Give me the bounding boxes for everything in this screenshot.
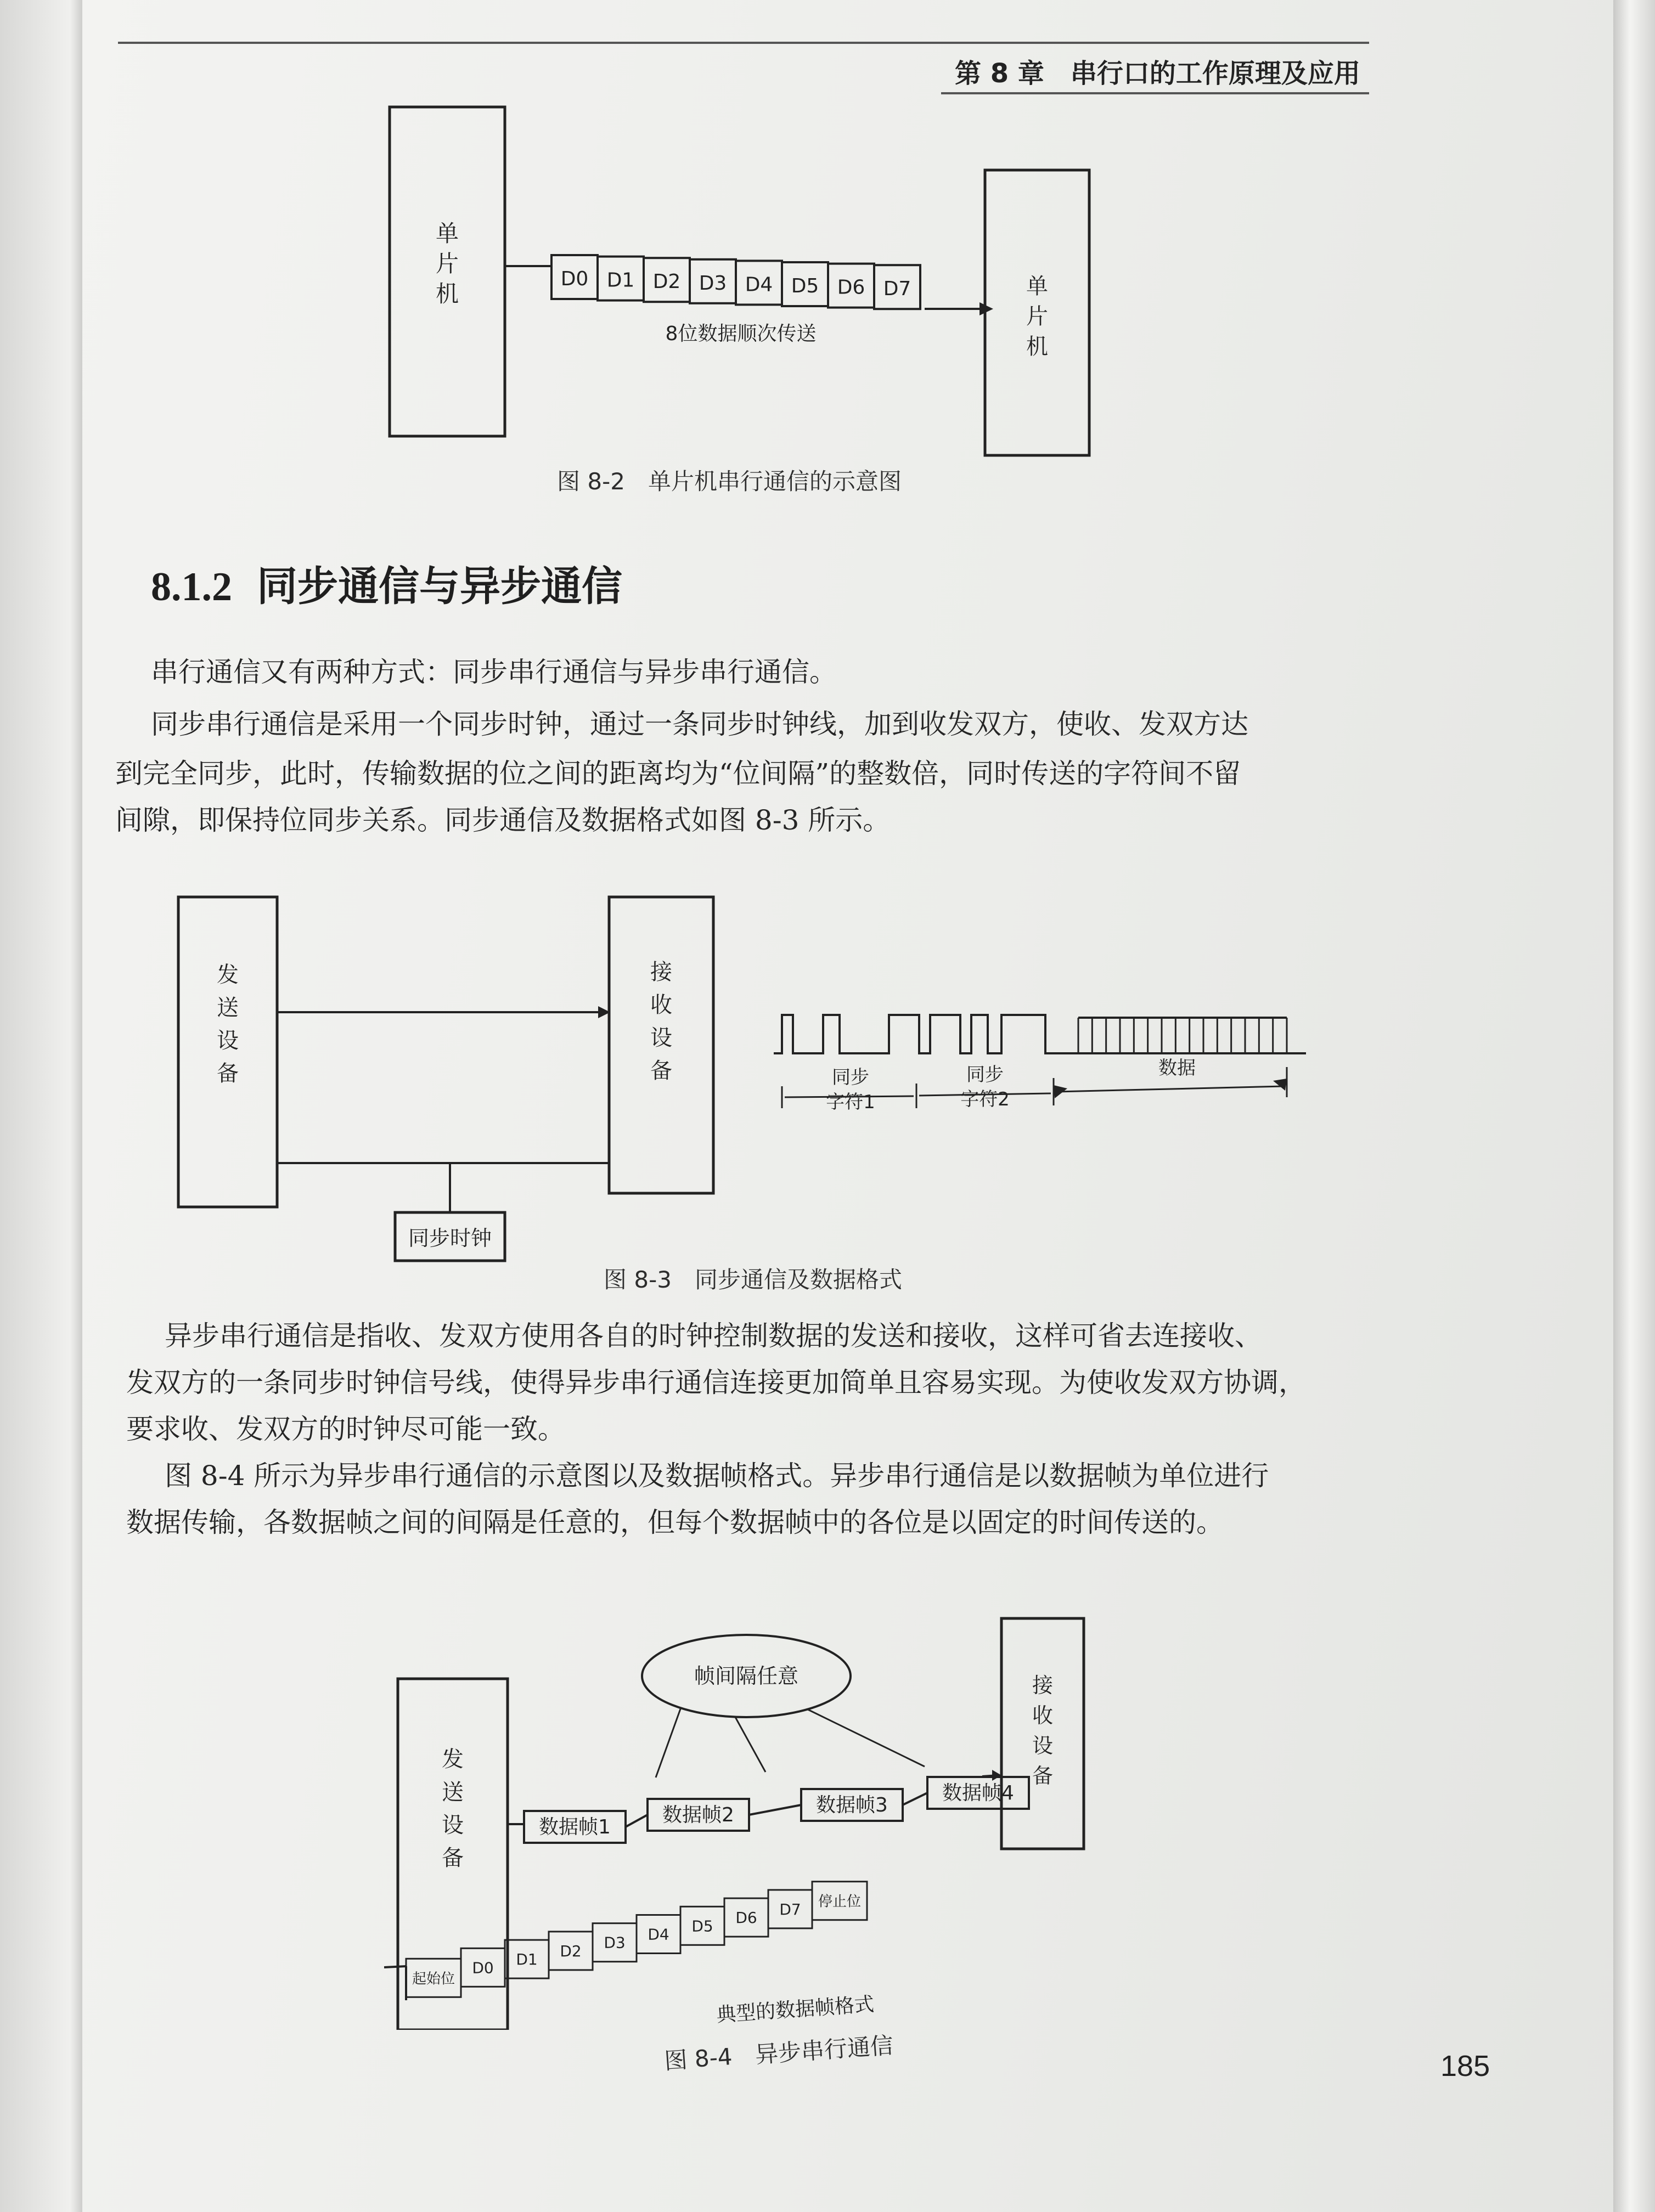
header-rule	[118, 42, 941, 44]
sync-char2-label-b: 字符2	[960, 1088, 1010, 1110]
receiver-label-3: 设	[1032, 1734, 1054, 1758]
receiver-label-1: 接	[650, 960, 672, 985]
section-number: 8.1.2	[151, 565, 232, 610]
data-label: 数据	[1158, 1057, 1196, 1079]
data-sequence-label: 8位数据顺次传送	[665, 323, 817, 345]
sender-label-2: 送	[217, 995, 239, 1020]
paragraph-line: 间隙，即保持位同步关系。同步通信及数据格式如图 8-3 所示。	[115, 804, 891, 836]
frame-gap-label: 帧间隔任意	[694, 1664, 799, 1688]
paragraph-line: 到完全同步，此时，传输数据的位之间的距离均为“位间隔”的整数倍，同时传送的字符间不留	[115, 758, 1241, 789]
sync-char2-label-a: 同步	[966, 1064, 1004, 1086]
figure-8-4	[384, 1602, 1097, 2030]
sync-char1-label-a: 同步	[832, 1066, 869, 1088]
paragraph-line: 异步串行通信是指收、发双方使用各自的时钟控制数据的发送和接收，这样可省去连接收、	[165, 1320, 1262, 1352]
right-page-edge	[1613, 0, 1655, 2212]
frame-bit-label: D0	[472, 1959, 494, 1977]
paragraph-line: 发双方的一条同步时钟信号线，使得异步串行通信连接更加简单且容易实现。为使收发双方协调，	[126, 1367, 1306, 1398]
sender-label-2: 送	[442, 1780, 464, 1805]
receiver-label-3: 设	[650, 1025, 672, 1051]
figure-8-2-caption: 图 8-2 单片机串行通信的示意图	[557, 468, 902, 495]
section-heading	[151, 554, 622, 612]
data-frame-label: 数据帧1	[539, 1816, 611, 1838]
frame-bit-label: D1	[516, 1950, 538, 1969]
paragraph-line: 要求收、发双方的时钟尽可能一致。	[126, 1413, 565, 1445]
data-frame-label: 数据帧3	[816, 1794, 888, 1816]
mcu-right-label-1: 单	[1026, 274, 1048, 299]
bit-label: D1	[606, 269, 635, 292]
bit-label: D4	[745, 273, 773, 296]
receiver-label-4: 备	[1032, 1764, 1054, 1788]
frame-bit-label: 停止位	[818, 1893, 862, 1910]
receiver-label-4: 备	[650, 1058, 672, 1084]
sync-char1-label-b: 字符1	[826, 1091, 875, 1113]
data-frame-label: 数据帧2	[662, 1804, 734, 1826]
mcu-left-label-2: 片	[435, 250, 459, 277]
mcu-left-label-1: 单	[435, 220, 459, 247]
frame-bit-label: D5	[691, 1917, 713, 1936]
frame-format-label: 典型的数据帧格式	[716, 1993, 875, 2027]
chapter-title: 第 8 章 串行口的工作原理及应用	[955, 58, 1360, 89]
left-page-edge	[0, 0, 88, 2212]
data-frame-label: 数据帧4	[942, 1782, 1014, 1804]
paragraph-line: 图 8-4 所示为异步串行通信的示意图以及数据帧格式。异步串行通信是以数据帧为单位进行	[165, 1460, 1269, 1492]
frame-format	[384, 1882, 867, 2000]
arrow-head-icon	[992, 1770, 1001, 1781]
sender-label-3: 设	[217, 1028, 239, 1053]
header-rule	[941, 42, 1369, 44]
bit-label: D0	[560, 268, 589, 290]
sender-label-4: 备	[217, 1061, 239, 1086]
frame-bit-label: D6	[735, 1909, 757, 1927]
frame-bit-label: D7	[779, 1900, 801, 1918]
receiver-label-1: 接	[1032, 1673, 1054, 1697]
sender-label-1: 发	[217, 962, 239, 988]
bit-label: D7	[883, 278, 911, 301]
paragraph-line: 同步串行通信是采用一个同步时钟，通过一条同步时钟线，加到收发双方，使收、发双方达	[151, 708, 1248, 740]
data-bit-row	[551, 255, 920, 309]
mcu-left-label-3: 机	[435, 280, 459, 307]
figure-8-4-caption: 图 8-4 异步串行通信	[663, 2032, 894, 2075]
section-title: 同步通信与异步通信	[257, 563, 622, 610]
data-bits-region	[1078, 1018, 1287, 1053]
running-header	[941, 22, 1369, 104]
bit-label: D5	[791, 275, 819, 297]
figure-8-3-caption: 图 8-3 同步通信及数据格式	[604, 1266, 902, 1293]
figure-8-3	[165, 883, 1344, 1278]
frame-bit-label: D3	[604, 1933, 626, 1952]
frame-bit-label: D4	[648, 1925, 669, 1944]
sender-label-1: 发	[442, 1747, 464, 1772]
frame-bit-label: 起始位	[412, 1971, 455, 1988]
sender-label-3: 设	[442, 1813, 464, 1838]
mcu-right-label-3: 机	[1026, 334, 1048, 359]
page-number: 185	[1440, 2050, 1490, 2083]
sender-label-4: 备	[442, 1846, 464, 1871]
receiver-label-2: 收	[650, 992, 672, 1018]
receiver-label-2: 收	[1032, 1703, 1054, 1728]
bit-label: D3	[699, 272, 727, 295]
figure-8-2	[357, 93, 1125, 521]
mcu-right-label-2: 片	[1026, 304, 1048, 329]
paragraph-line: 数据传输，各数据帧之间的间隔是任意的，但每个数据帧中的各位是以固定的时间传送的。	[126, 1506, 1224, 1538]
paragraph-line: 串行通信又有两种方式：同步串行通信与异步串行通信。	[151, 656, 837, 688]
sync-clock-label: 同步时钟	[408, 1226, 492, 1250]
bit-label: D2	[652, 270, 681, 294]
bit-label: D6	[837, 276, 865, 299]
frame-bit-label: D2	[560, 1942, 582, 1960]
data-frames	[524, 1777, 1029, 1843]
sync-waveform	[774, 1015, 1306, 1053]
